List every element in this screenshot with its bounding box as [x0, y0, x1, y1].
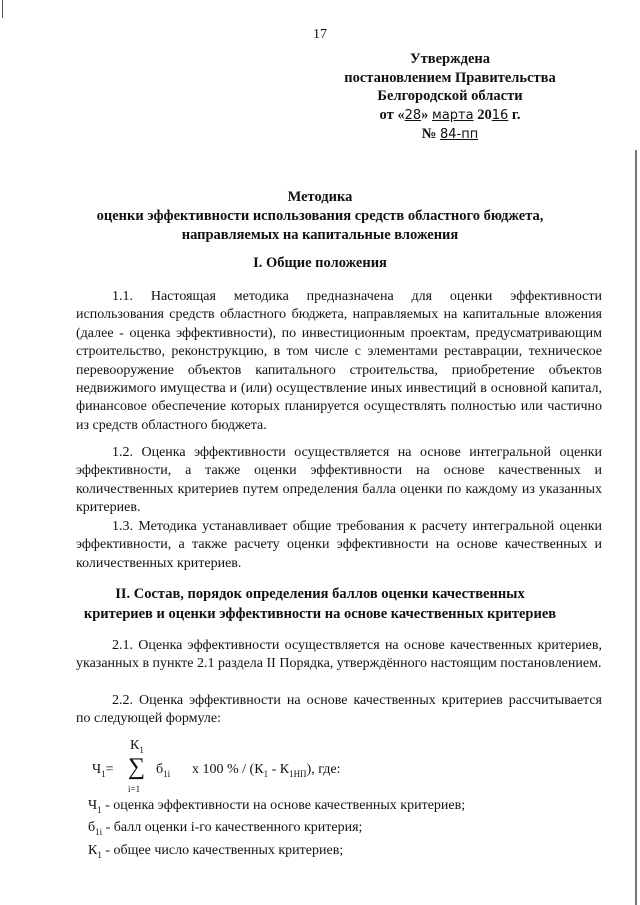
- date-year-prefix: 20: [477, 106, 492, 123]
- paragraph-1-3: 1.3. Методика устанавливает общие требования к расчету интегральной оценки эффективности, а также расчету оценки эффективности на основе качественных и количественных критериев.: [76, 519, 602, 571]
- title-line-3: направляемых на капитальные вложения: [181, 227, 459, 243]
- date-prefix: от «: [379, 106, 405, 123]
- formula-term: $б_{1i}$: [156, 762, 171, 779]
- section-1-heading: I. Общие положения: [253, 255, 387, 271]
- definitions-list: [88, 797, 588, 864]
- formula: [92, 738, 492, 798]
- paragraph-1-1: 1.1. Настоящая методика предназначена для оценки эффективности использования средств областного бюджета, направляемых на капитальные вложения (далее - оценка эффективности), по инвестиционным проектам, предусматривающим строительство, реконструкцию, в том числе с элементами реставрации, техническое перевооружение объектов капитального строительства, приобретение объектов недвижимого имущества и (или) осуществление иных инвестиций в основной капитал, финансовое обеспечение которых планируется осуществлять полностью или частично из средств областного бюджета.: [76, 289, 602, 433]
- page-number: 17: [313, 27, 327, 42]
- section-2-heading-line-1: II. Состав, порядок определения баллов оценки качественных: [115, 586, 525, 602]
- approval-line-3: Белгородской области: [377, 88, 523, 104]
- sigma-symbol: ∑: [128, 754, 146, 780]
- title-line-1: Методика: [287, 189, 353, 205]
- formula-lhs: $Ч_1=$: [92, 762, 114, 779]
- section-2-heading: [60, 585, 580, 624]
- paragraph-2-1: 2.1. Оценка эффективности осуществляется на основе качественных критериев, указанных в пункте 2.1 раздела II Порядка, утверждённого настоящим постановлением.: [76, 638, 602, 672]
- document-title: [60, 188, 580, 245]
- date-day: 28: [404, 107, 422, 123]
- definition-item: $К_1$ - общее число качественных критериев;: [88, 842, 344, 860]
- approval-stamp: [330, 50, 570, 145]
- date-mid: »: [421, 106, 429, 123]
- section-2-heading-line-2: критериев и оценки эффективности на основе качественных критериев: [83, 605, 557, 622]
- approval-line-1: Утверждена: [410, 51, 490, 67]
- number-prefix: №: [421, 126, 437, 142]
- paragraph-1-2: 1.2. Оценка эффективности осуществляется на основе интегральной оценки эффективности, а также оценки эффективности на основе качественных и количественных критериев путем определения балла оценки по каждому из указанных критериев.: [76, 445, 602, 516]
- title-line-2: оценки эффективности использования средств областного бюджета,: [96, 208, 544, 224]
- sum-upper-limit: $К_1$: [130, 738, 144, 755]
- date-month: марта: [432, 107, 474, 123]
- decree-number: 84-пп: [439, 127, 479, 142]
- scan-edge-left: [2, 0, 3, 18]
- formula-rest: x 100 % / $(К_1 - К_{1НП})$, где:: [192, 762, 341, 779]
- date-year-end: г.: [511, 106, 521, 123]
- sum-lower-limit: i=1: [128, 784, 141, 794]
- date-year-suffix: 16: [491, 107, 509, 123]
- paragraph-2-2: 2.2. Оценка эффективности на основе качественных критериев рассчитывается по следующей формуле:: [76, 693, 602, 727]
- definition-item: $б_{1i}$ - балл оценки i-го качественного критерия;: [88, 820, 363, 838]
- approval-number: [330, 125, 570, 145]
- approval-date: [330, 106, 570, 126]
- approval-line-2: постановлением Правительства: [344, 69, 556, 86]
- definition-item: $Ч_1$ - оценка эффективности на основе качественных критериев;: [88, 798, 466, 815]
- scan-edge-right: [635, 150, 637, 905]
